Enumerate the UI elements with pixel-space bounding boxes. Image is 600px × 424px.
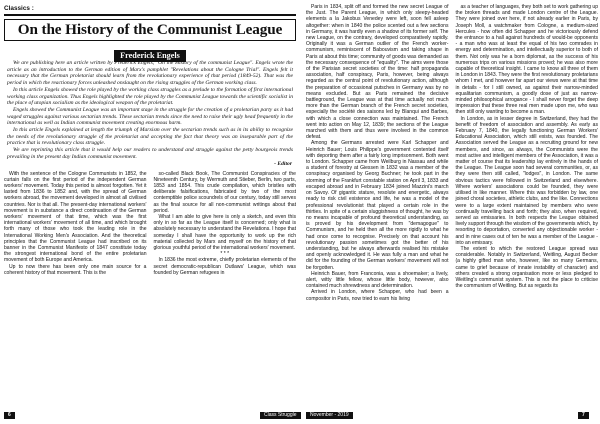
right-page	[306, 4, 598, 412]
article-author: Frederick Engels	[114, 50, 186, 62]
left-page	[4, 4, 296, 418]
body-paragraph: Among the Germans arrested were Karl Schapper and Heinrich Bauer; Louis Philippe's government contented itself with deporting them after a fairly long imprisonment. Both went to London. Schapper came from Weilburg in Nassau and while a student of forestry at Giessen in 1832 was a member of the conspiracy organised by Georg Buchner; he took part in the storming of the Frankfurt constable station on April 3, 1833 and escaped abroad and in February 1834 joined Mazzini's march on Savoy. Of gigantic stature, resolute and energetic, always ready to risk civil existence and life, he was a model of the professional revolutionist that played a certain role in the thirties. In spite of a certain sluggishness of thought, he was by no means incapable of profound theoretical understanding, as is proved by his development from "demagogue" to Communism, and he held then all the more rigidly to what he had once come to recognise. Precisely on that account his revolutionary passion sometimes got the better of his understanding, but he always afterwards realised his mistake and openly acknowledged it. He was fully a man and what he did for the founding of the German workers' movement will not be forgotten.	[306, 140, 449, 271]
intro-paragraph: In this article Engels explained at length the triumph of Marxism over the sectarian trends such as in its ability to recognize the needs of the revolutionary struggle of the proletariat and accepting the fact that theory was an inseparable part of the practice that is revolutionary class struggle.	[7, 127, 293, 147]
author-wrap	[4, 45, 296, 60]
intro-paragraph: We are publishing here an article written by Frederick Engels, "On the History of the communist League". Engels wrote the article as an introduction to the German edition of Marx's pamphlet "Revelations about the Cologne Trial". Engels felt it necessary that the German proletariat should learn from the revolutionary experience of that period (1849-52). That was the period in which the reactionary forces unleashed onslaught on the rising struggles of the German working class.	[7, 60, 293, 87]
right-footer-date: November - 2019	[306, 412, 353, 419]
intro-paragraph: Engels showed the Communist League was an important stage in the struggle for the creation of a proletarian party as it had waged struggles against various sectarian trends. These sectarian trends since the need to raise their ugly head frequently in the international as well as Indian communist movement creating enormous harm.	[7, 106, 293, 127]
title-box	[4, 19, 296, 41]
body-paragraph: Arrived in London, where Schapper, who had been a compositor in Paris, now tried to earn his living	[306, 289, 449, 302]
body-paragraph: as a teacher of languages, they both set to work gathering up the broken threads and made London centre of the League. They were joined over here, if not already earlier in Paris, by Joseph Moll, a watchmaker from Cologne, a medium-sized Hercules - how often did Schapper and he victoriously defend the entrance to a hall against hundreds of would-be opponents - a man who was at least the equal of his two comrades in energy and determination, and intellectually superior to both of them. Not only was he a born diplomat, as the success of his numerous trips on various missions proved; he was also more capable of theoretical insight. I came to know all three of them in London in 1843. They were the first revolutionary proletarians whom I met, and however far apart our views were at that time in details - for I still owned, as against their narrow-minded equalitarian communism, a goodly dose of just as narrow-minded philosophical arrogance - I shall never forget the deep impression that these three real men made upon me, who was then still only wanting to become a man.	[455, 4, 598, 116]
left-column-2	[154, 171, 297, 276]
editor-intro	[4, 60, 296, 161]
body-paragraph: The extent to which the restored League spread was considerable. Notably in Switzerland, Weitling, August Becker (a highly gifted man who, however, like so many Germans, came to grief because of innate instability of character) and others created a strong organisation more or less pledged to Weitling's communist system. This is not the place to criticise the communism of Weitling. But as regards its	[455, 245, 598, 290]
intro-signature: - Editor	[274, 160, 292, 167]
left-footer-title: Class Struggle	[260, 412, 301, 419]
body-paragraph: In London, as in lesser degree in Switzerland, they had the benefit of freedom of association and assembly. As early as February 7, 1840, the legally functioning German Workers' Educational Association, which still exists, was founded. The Association served the League as a recruiting ground for new members, and since, as always, the Communists were the most active and intelligent members of the Association, it was a matter of course that its leadership lay entirely in the hands of the League. The League soon had several communities, or, as they were then still called, "lodges", in London. The same obvious tactics were followed in Switzerland and elsewhere. Where workers' associations could be founded, they were utilised in like manner. Where this was forbidden by law, one joined choral societies, athletic clubs, and the like. Connections were to a large extent maintained by members who were continually travelling back and forth; they also, when required, served as emissaries. In both respects the League obtained lively support through the wisdom of the governments which, by resorting to deportation, converted any objectionable worker - and in nine cases out of ten he was a member of the League - into an emissary.	[455, 115, 598, 246]
section-rule	[4, 14, 296, 16]
left-page-number: 6	[4, 412, 15, 419]
article-title: On the History of the Communist League	[17, 21, 283, 38]
left-body-columns	[4, 171, 296, 276]
right-column-1	[306, 4, 449, 412]
body-paragraph: With the sentence of the Cologne Communists in 1852, the curtain falls on the first period of the independent German workers' movement. Today this period is almost forgotten. Yet it lasted from 1836 to 1852 and, with the spread of German workers abroad, the movement developed in almost all civilised countries. Nor is that all. The present-day international workers' movement is in substance a direct continuation of the German workers' movement of that time, which was the first international workers' movement of all time, and which brought forth many of those who took the leading role in the International Working Men's Association. And the theoretical principles that the Communist League had inscribed on its banner in the Communist Manifesto of 1847 constitute today the strongest international bond of the entire proletarian movement of both Europe and America.	[4, 170, 147, 264]
section-label: Classics :	[4, 5, 34, 12]
right-column-2	[456, 4, 599, 412]
intro-paragraph: We are reprinting this article that it would help our readers to understand and struggle against the petty bourgeois trends prevailing in the present day Indian communist movement.	[7, 147, 293, 160]
body-paragraph: Paris in 1834, split off and formed the new secret League of the Just. The Parent League, in which only sleepy-headed elements a la Jakobus Venedey were left, soon fell asleep altogether: when in 1840 the police scented out a few sections in Germany, it was hardly even a shadow of its former self. The new League, on the contrary, developed comparatively rapidly. Originally it was a German outlier of the French worker-communism, reminiscent of Babouvism and taking shape in Paris at about this time; community of goods was demanded as the necessary consequence of "equality". The aims were those of the Parisian secret societies of the time: half propaganda association, half conspiracy, Paris, however, being always regarded as the central point of revolutionary action, although the preparation of occasional putsches in Germany was by no means excluded. But as Paris remained the decisive battleground, the League was at that time actually not much more than the German branch of the French secret societies, especially the société des saisons led by Blanqui and Barbes, with which a close connection was maintained. The French went into action on May 12, 1839; the sections of the League marched with them and thus were involved in the common defeat.	[306, 4, 449, 141]
body-paragraph: What I am able to give here is only a sketch, and even this only in so far as the League itself is concerned; only what is absolutely necessary to understand the Revelations. I hope that someday I shall have the opportunity to work up the rich material collected by Marx and myself on the history of that glorious youthful period of the international workers' movement.	[153, 213, 296, 251]
left-column-1	[4, 171, 147, 276]
body-paragraph: Up to now there has been only one main source for a coherent history of that movement. This is the	[4, 263, 147, 276]
body-paragraph: so-called Black Book, The Communist Conspiracies of the Nineteenth Century, by Wermuth and Stieber, Berlin, two parts, 1853 and 1854. This crude compilation, which bristles with deliberate falsifications, fabricated by two of the most contemptible police scoundrels of our century, today still serves as the final source for all non-communist writings about that period.	[153, 170, 296, 214]
intro-paragraph: In this article Engels showed the role played by the working class struggles as a prelude to the formation of first international working class organization. Thus Engels highlighted the role played by the Communist League towards the scientific socialist in the place of utopian socialism as the ideological weapon of the proletariat.	[7, 86, 293, 107]
section-break: * * *	[220, 251, 230, 258]
body-paragraph: In 1836 the most extreme, chiefly proletarian elements of the secret democratic-republican Outlaws' League, which was founded by German refugees in	[153, 257, 296, 276]
body-paragraph: Heinrich Bauer, from Franconia, was a shoemaker; a lively, alert, witty little fellow, whose little body, however, also contained much shrewdness and determination.	[306, 270, 449, 290]
right-page-number: 7	[578, 412, 589, 419]
